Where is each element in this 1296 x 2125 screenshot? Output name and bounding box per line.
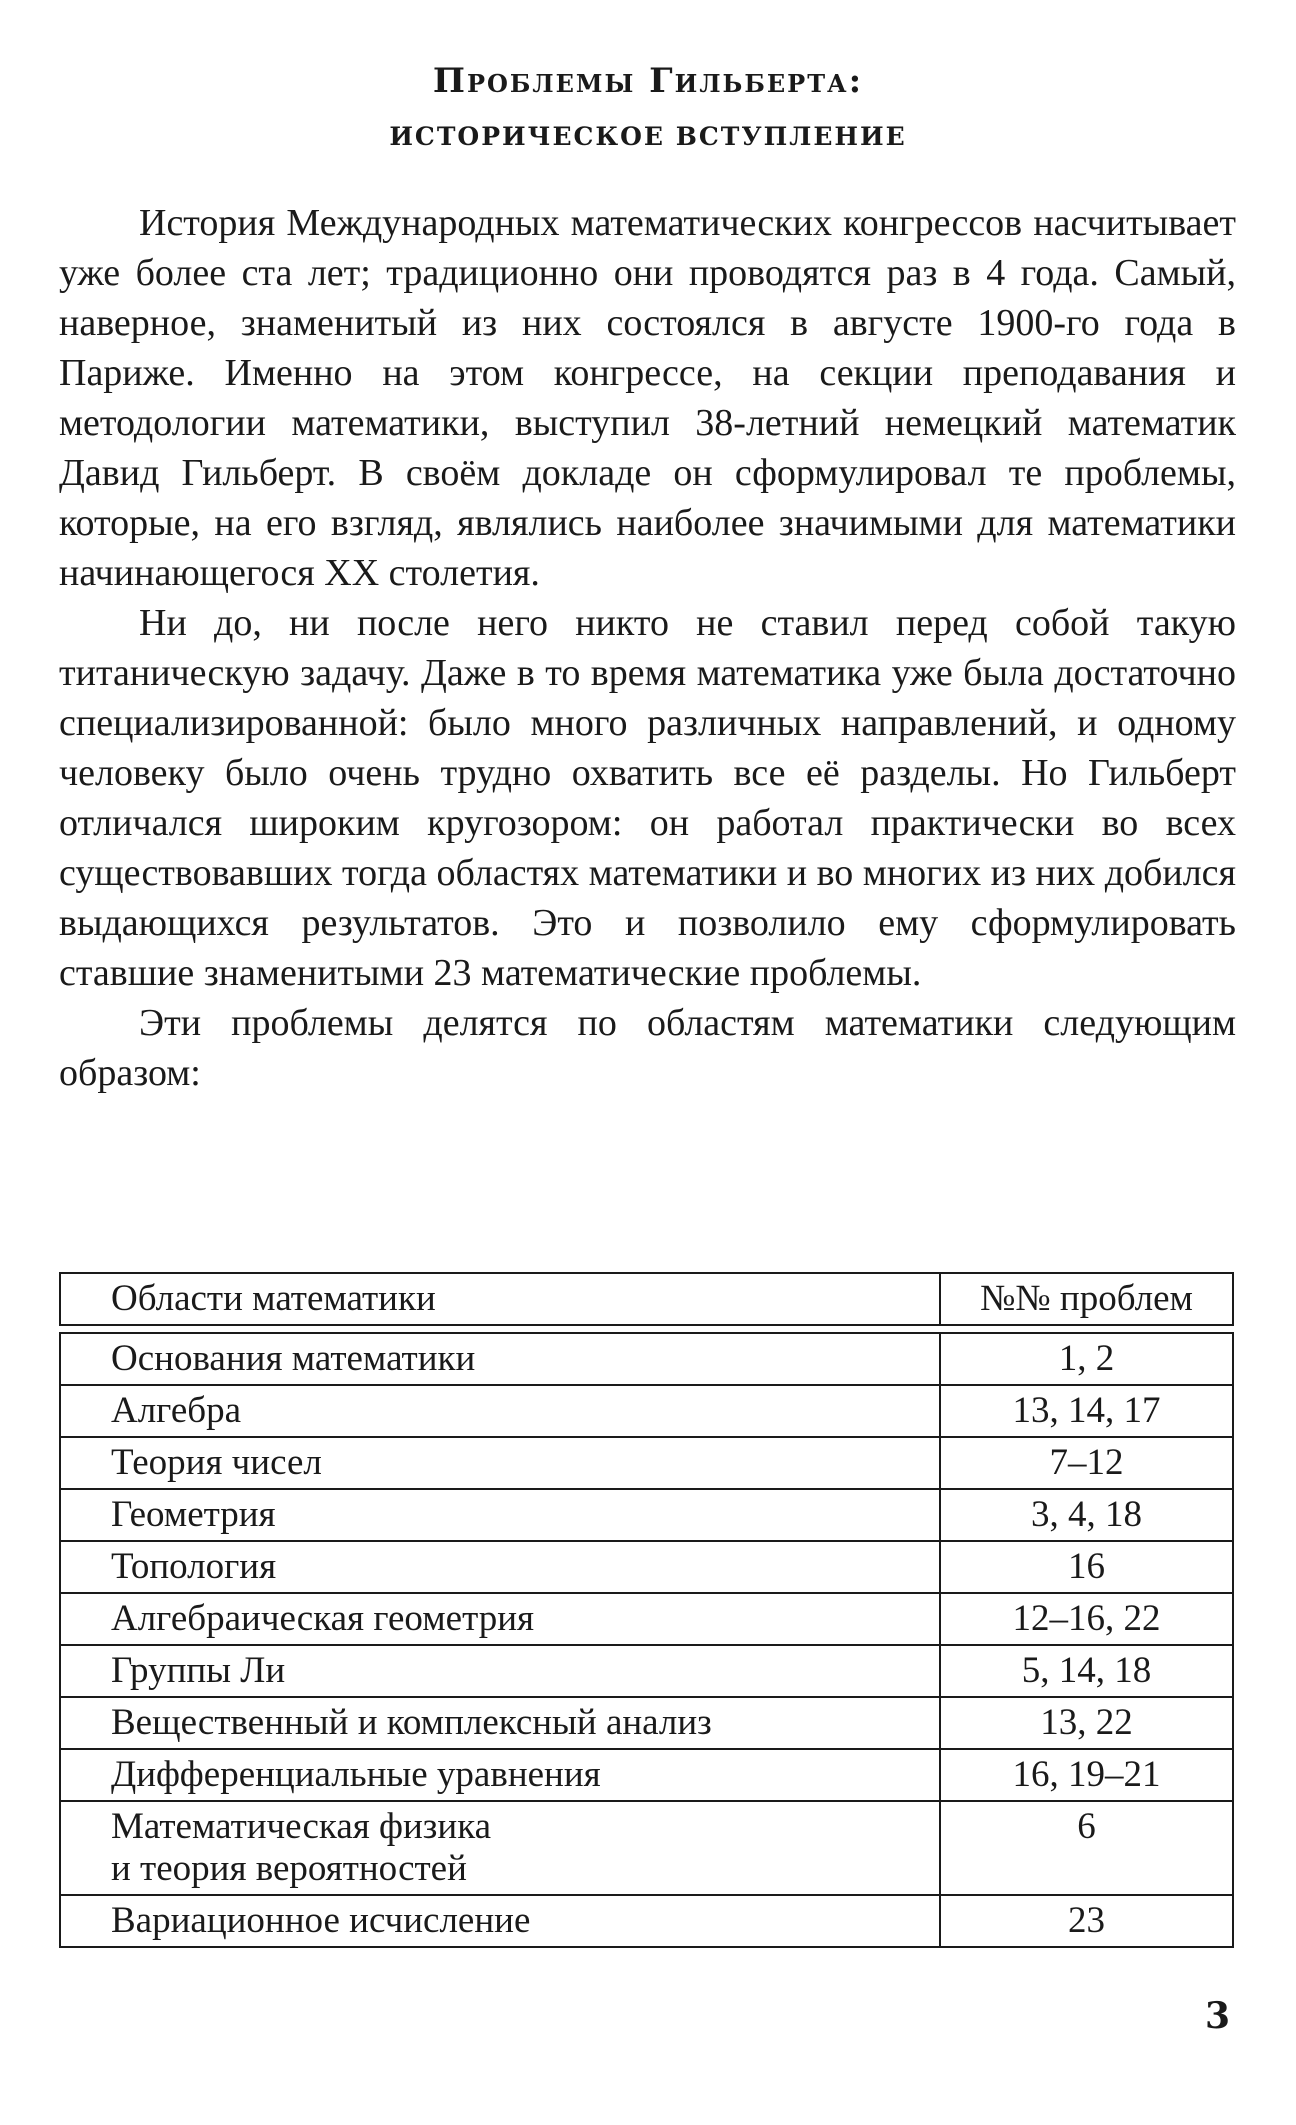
cell-problems: 7–12	[940, 1437, 1233, 1489]
table-row	[60, 1645, 1233, 1697]
cell-area-line-2: и теория вероятностей	[111, 1848, 467, 1889]
table-row	[60, 1437, 1233, 1489]
table-separator	[60, 1325, 1233, 1333]
cell-problems: 6	[940, 1801, 1233, 1895]
body-text	[59, 198, 1236, 1098]
problems-by-area-table	[59, 1272, 1234, 1948]
problems-table-container	[59, 1272, 1234, 1948]
chapter-title	[0, 58, 1296, 160]
table-row	[60, 1385, 1233, 1437]
cell-area: Вещественный и комплексный анализ	[60, 1697, 940, 1749]
cell-area: Группы Ли	[60, 1645, 940, 1697]
cell-area: Алгебра	[60, 1385, 940, 1437]
table-row	[60, 1697, 1233, 1749]
cell-problems: 13, 22	[940, 1697, 1233, 1749]
cell-problems: 12–16, 22	[940, 1593, 1233, 1645]
cell-area: Теория чисел	[60, 1437, 940, 1489]
header-area: Области математики	[60, 1273, 940, 1325]
cell-problems: 13, 14, 17	[940, 1385, 1233, 1437]
cell-problems: 16, 19–21	[940, 1749, 1233, 1801]
page-number: 3	[1204, 1995, 1230, 2037]
cell-area: Топология	[60, 1541, 940, 1593]
paragraph-3: Эти проблемы делятся по областям математики следующим образом:	[59, 1002, 1236, 1094]
chapter-title-line-1: Проблемы Гильберта:	[432, 61, 864, 101]
cell-area: Основания математики	[60, 1333, 940, 1385]
table-header-row	[60, 1273, 1233, 1325]
cell-problems: 1, 2	[940, 1333, 1233, 1385]
cell-problems: 5, 14, 18	[940, 1645, 1233, 1697]
cell-problems: 23	[940, 1895, 1233, 1947]
table-row	[60, 1801, 1233, 1895]
table-row	[60, 1541, 1233, 1593]
cell-area-line-1: Математическая физика	[111, 1806, 492, 1847]
cell-area: Геометрия	[60, 1489, 940, 1541]
table-row	[60, 1333, 1233, 1385]
cell-area: Алгебраическая геометрия	[60, 1593, 940, 1645]
paragraph-1: История Международных математических конгрессов насчитывает уже более ста лет; традиционно они проводятся раз в 4 года. Самый, наверное, знаменитый из них состоялся в августе 1900-го года в Париже. Именно на этом конгрессе, на секции преподавания и методологии математики, выступил 38-летний немецкий математик Давид Гильберт. В своём докладе он сформулировал те проблемы, которые, на его взгляд, являлись наиболее значимыми для математики начинающегося XX столетия.	[59, 202, 1236, 594]
cell-problems: 16	[940, 1541, 1233, 1593]
cell-area	[60, 1801, 940, 1895]
cell-problems: 3, 4, 18	[940, 1489, 1233, 1541]
cell-area: Дифференциальные уравнения	[60, 1749, 940, 1801]
header-problems: №№ проблем	[940, 1273, 1233, 1325]
table-row	[60, 1593, 1233, 1645]
table-row	[60, 1749, 1233, 1801]
table-row	[60, 1895, 1233, 1947]
table-row	[60, 1489, 1233, 1541]
paragraph-2: Ни до, ни после него никто не ставил перед собой такую титаническую задачу. Даже в то время математика уже была достаточно специализированной: было много различных направлений, и одному человеку было очень трудно охватить все её разделы. Но Гильберт отличался широким кругозором: он работал практически во всех существовавших тогда областях математики и во многих из них добился выдающихся результатов. Это и позволило ему сформулировать ставшие знаменитыми 23 математические проблемы.	[59, 602, 1236, 994]
chapter-title-line-2: ИСТОРИЧЕСКОЕ ВСТУПЛЕНИЕ	[389, 122, 907, 151]
cell-area: Вариационное исчисление	[60, 1895, 940, 1947]
